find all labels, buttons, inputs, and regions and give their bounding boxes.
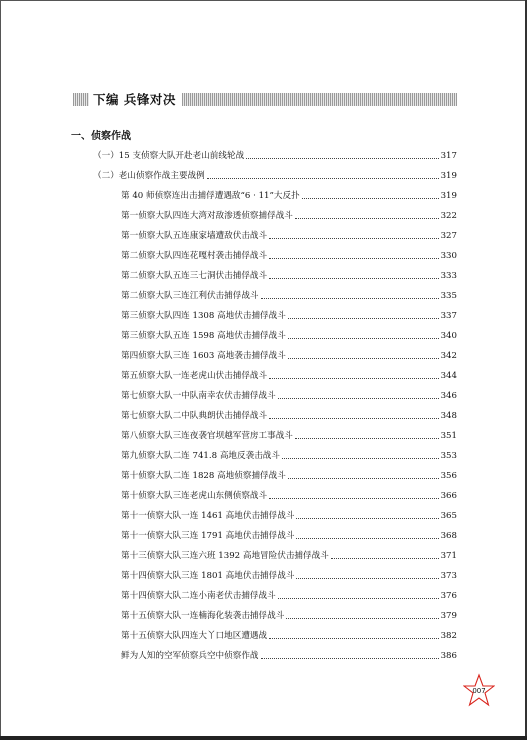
toc-item[interactable] (121, 347, 457, 365)
toc-page-number: 317 (440, 151, 457, 161)
toc-item-label: 第十五侦察大队四连大丫口地区遭遇战 (121, 631, 268, 641)
toc-page-number: 337 (440, 311, 457, 321)
toc-item[interactable] (121, 427, 457, 445)
leader-dots (288, 478, 439, 479)
toc-item[interactable] (121, 227, 457, 245)
toc-page-number: 346 (440, 391, 457, 401)
toc-page-number: 322 (440, 211, 457, 221)
toc-item[interactable] (121, 447, 457, 465)
toc-item-label: 第四侦察大队三连 1603 高地袭击捕俘战斗 (121, 351, 286, 361)
toc-item[interactable] (121, 567, 457, 585)
toc-item[interactable] (121, 467, 457, 485)
leader-dots (296, 518, 438, 519)
leader-dots (269, 498, 438, 499)
leader-dots (288, 358, 439, 359)
toc-page-number: 335 (440, 291, 457, 301)
toc-page-number: 368 (440, 531, 457, 541)
toc-item[interactable] (121, 327, 457, 345)
section-title: 一、侦察作战 (71, 131, 131, 142)
leader-dots (288, 318, 439, 319)
toc-item-label: 鲜为人知的空军侦察兵空中侦察作战 (121, 651, 259, 661)
page-border-left (0, 0, 1, 740)
toc-item[interactable] (121, 487, 457, 505)
leader-dots (278, 598, 439, 599)
leader-dots (296, 578, 438, 579)
toc-item-label: 第十四侦察大队三连 1801 高地伏击捕俘战斗 (121, 571, 295, 581)
toc-item-label: 第七侦察大队二中队典朗伏击捕俘战斗 (121, 411, 268, 421)
toc-item[interactable] (121, 367, 457, 385)
toc-item-label: 第五侦察大队一连老虎山伏击捕俘战斗 (121, 371, 268, 381)
toc-page-number: 353 (440, 451, 457, 461)
toc-item[interactable] (121, 547, 457, 565)
leader-dots (282, 458, 439, 459)
toc-item[interactable] (121, 507, 457, 525)
toc-subsection-label: （一）15 支侦察大队开赴老山前线轮战 (93, 151, 245, 161)
toc-item-label: 第二侦察大队五连三七洞伏击捕俘战斗 (121, 271, 268, 281)
leader-dots (286, 618, 438, 619)
toc-item-label: 第九侦察大队二连 741.8 高地反袭击战斗 (121, 451, 280, 461)
part-title: 下编 兵锋对决 (93, 92, 176, 107)
toc-item-label: 第一侦察大队四连大湾对敌渗透侦察捕俘战斗 (121, 211, 293, 221)
leader-dots (331, 558, 439, 559)
toc-item-label: 第七侦察大队一中队南幸农伏击捕俘战斗 (121, 391, 276, 401)
toc-page-number: 342 (440, 351, 457, 361)
leader-dots (295, 218, 439, 219)
toc-item-label: 第三侦察大队五连 1598 高地伏击捕俘战斗 (121, 331, 286, 341)
toc-item-label: 第二侦察大队四连花嘎村袭击捕俘战斗 (121, 251, 268, 261)
toc-page-number: 373 (440, 571, 457, 581)
toc-page-number: 340 (440, 331, 457, 341)
header-bar-right (182, 93, 457, 106)
toc-item[interactable] (121, 207, 457, 225)
header-bar-left (73, 93, 89, 106)
toc-item[interactable] (121, 247, 457, 265)
toc-item[interactable] (121, 647, 457, 665)
toc-page-number: 366 (440, 491, 457, 501)
toc-page-number: 319 (440, 191, 457, 201)
toc-item[interactable] (121, 287, 457, 305)
page-border-top (0, 0, 527, 1)
toc-page-number: 330 (440, 251, 457, 261)
page-number: 007 (472, 687, 486, 695)
toc-subsection[interactable] (93, 167, 457, 185)
toc-page-number: 327 (440, 231, 457, 241)
toc-item-label: 第十三侦察大队三连六班 1392 高地冒险伏击捕俘战斗 (121, 551, 329, 561)
leader-dots (269, 278, 438, 279)
toc-subsection-label: （二）老山侦察作战主要战例 (93, 171, 205, 181)
leader-dots (261, 658, 439, 659)
toc-item-label: 第十侦察大队三连老虎山东侧侦察战斗 (121, 491, 268, 501)
leader-dots (246, 158, 438, 159)
toc-item-label: 第十侦察大队二连 1828 高地侦察捕俘战斗 (121, 471, 286, 481)
toc-page-number: 348 (440, 411, 457, 421)
toc-page-number: 376 (440, 591, 457, 601)
toc-item[interactable] (121, 307, 457, 325)
leader-dots (261, 298, 439, 299)
toc-item-label: 第二侦察大队三连江利伏击捕俘战斗 (121, 291, 259, 301)
toc-item-label: 第十五侦察大队一连楠海化装袭击捕俘战斗 (121, 611, 285, 621)
toc-page-number: 344 (440, 371, 457, 381)
leader-dots (269, 418, 438, 419)
leader-dots (269, 378, 438, 379)
toc-page-number: 379 (440, 611, 457, 621)
leader-dots (296, 538, 438, 539)
toc-page-number: 356 (440, 471, 457, 481)
toc-item[interactable] (121, 587, 457, 605)
toc-page-number: 365 (440, 511, 457, 521)
toc-item-label: 第八侦察大队三连夜袭官坝越军营房工事战斗 (121, 431, 293, 441)
toc-page-number: 319 (440, 171, 457, 181)
part-header (73, 91, 457, 107)
toc-item[interactable] (121, 267, 457, 285)
leader-dots (302, 198, 439, 199)
leader-dots (207, 178, 439, 179)
toc-page-number: 333 (440, 271, 457, 281)
leader-dots (295, 438, 439, 439)
toc-item-label: 第十一侦察大队三连 1791 高地伏击捕俘战斗 (121, 531, 295, 541)
toc-item-label: 第十四侦察大队二连小南老伏击捕俘战斗 (121, 591, 276, 601)
toc-item[interactable] (121, 407, 457, 425)
toc-item[interactable] (121, 387, 457, 405)
leader-dots (269, 638, 438, 639)
leader-dots (278, 398, 439, 399)
toc-subsection[interactable] (93, 147, 457, 165)
toc-item[interactable] (121, 187, 457, 205)
toc-item[interactable] (121, 607, 457, 625)
toc-item-label: 第一侦察大队五连康家墙遭敌伏击战斗 (121, 231, 268, 241)
page-number-badge (463, 673, 495, 709)
toc-item-label: 第 40 师侦察连出击捕俘遭遇敌“6 · 11”大反扑 (121, 191, 300, 201)
toc-page-number: 382 (440, 631, 457, 641)
toc-item-label: 第十一侦察大队一连 1461 高地伏击捕俘战斗 (121, 511, 295, 521)
toc-page-number: 386 (440, 651, 457, 661)
leader-dots (288, 338, 439, 339)
leader-dots (269, 238, 438, 239)
toc-item[interactable] (121, 627, 457, 645)
toc-page-number: 351 (440, 431, 457, 441)
toc-item[interactable] (121, 527, 457, 545)
leader-dots (269, 258, 438, 259)
page-border-bottom (0, 736, 527, 740)
toc-page-number: 371 (440, 551, 457, 561)
toc-item-label: 第三侦察大队四连 1308 高地伏击捕俘战斗 (121, 311, 286, 321)
